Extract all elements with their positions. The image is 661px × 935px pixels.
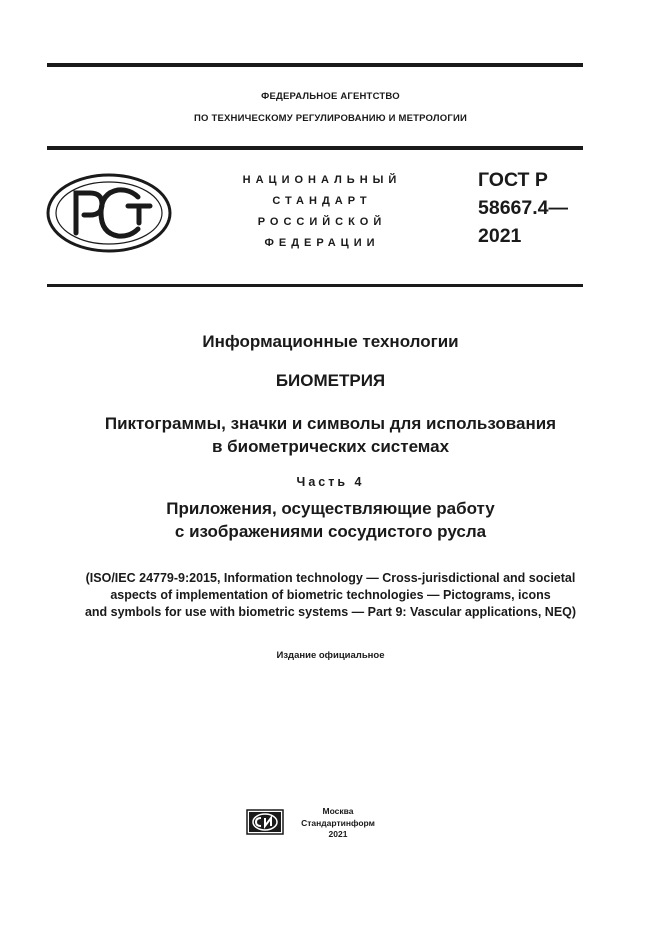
standartinform-logo-icon <box>246 809 284 835</box>
iso-reference-line-1: (ISO/IEC 24779-9:2015, Information technology — Cross-jurisdictional and societal <box>85 571 576 585</box>
rst-logo-icon <box>46 173 172 253</box>
title-rule <box>47 284 583 287</box>
rst-logo-text: РСТ <box>46 173 48 174</box>
standard-type <box>222 170 422 254</box>
general-title: Информационные технологии <box>202 332 459 351</box>
part-title-line-2: с изображениями сосудистого русла <box>174 522 487 541</box>
iso-reference-line-2: aspects of implementation of biometric technologies — Pictograms, icons <box>110 588 551 602</box>
part-title-line-1: Приложения, осуществляющие работу <box>166 499 495 518</box>
designation-line-2: 58667.4— <box>478 197 568 219</box>
edition-label: Издание официальное <box>276 650 385 661</box>
standard-designation <box>478 166 568 250</box>
publisher-name: Стандартинформ <box>301 817 375 828</box>
part-number: Часть 4 <box>296 475 365 489</box>
header-rule <box>47 146 583 150</box>
subtitle-line-2: в биометрических системах <box>211 437 450 456</box>
standard-type-line-4: ФЕДЕРАЦИИ <box>264 237 380 249</box>
iso-reference-line-3: and symbols for use with biometric systems — Part 9: Vascular applications, NEQ) <box>84 605 577 619</box>
standard-type-line-1: НАЦИОНАЛЬНЫЙ <box>242 174 402 186</box>
iso-reference <box>0 570 661 621</box>
standard-type-line-3: РОССИЙСКОЙ <box>257 216 387 228</box>
top-rule <box>47 63 583 67</box>
standard-type-line-2: СТАНДАРТ <box>272 195 372 207</box>
subtitle-line-1: Пиктограммы, значки и символы для использования <box>104 414 557 433</box>
publisher-year: 2021 <box>328 829 348 839</box>
part-title <box>0 497 661 543</box>
publisher-block <box>296 806 380 841</box>
publisher-city: Москва <box>322 806 354 816</box>
agency-line-1: ФЕДЕРАЛЬНОЕ АГЕНТСТВО <box>261 91 400 102</box>
standartinform-logo-text: СИ <box>246 809 248 810</box>
main-title: БИОМЕТРИЯ <box>275 371 386 390</box>
designation-line-1: ГОСТ Р <box>478 169 548 191</box>
subtitle <box>0 412 661 458</box>
agency-line-2: ПО ТЕХНИЧЕСКОМУ РЕГУЛИРОВАНИЮ И МЕТРОЛОГИИ <box>194 113 467 124</box>
designation-line-3: 2021 <box>478 225 522 247</box>
